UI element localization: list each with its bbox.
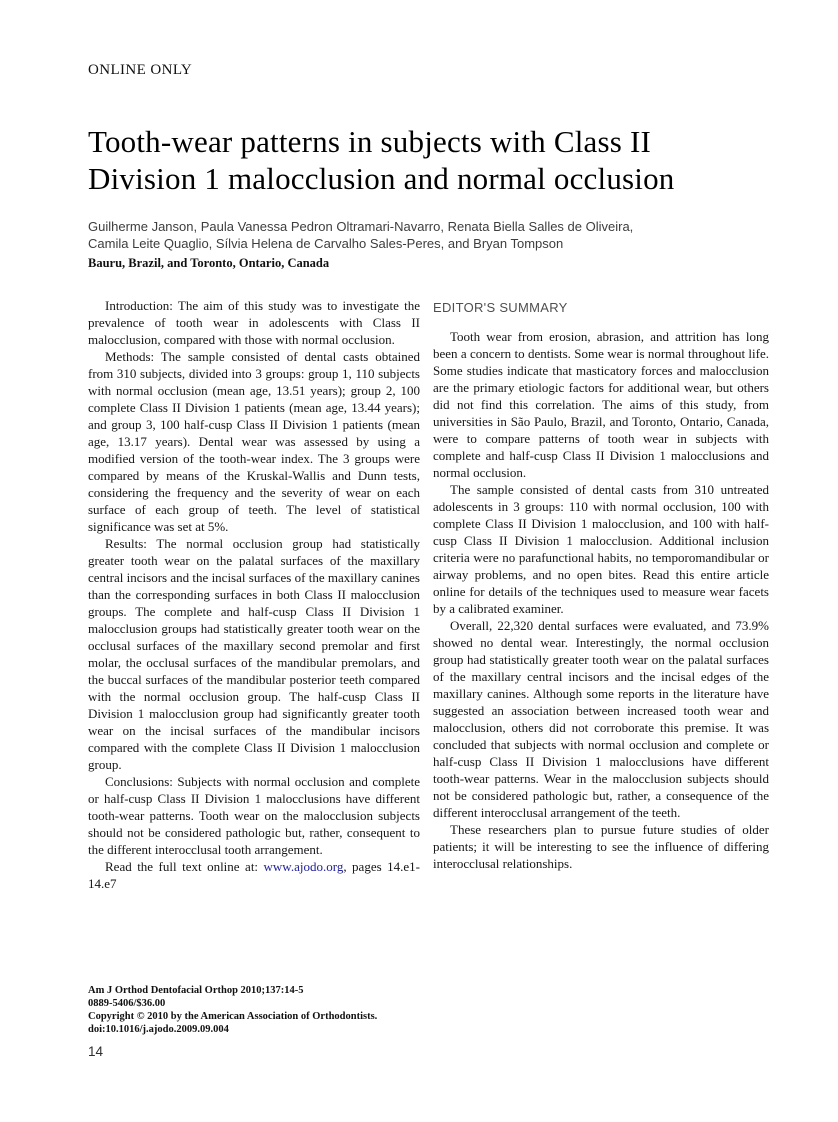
- abstract-paragraph-introduction: Introduction: The aim of this study was to investigate the prevalence of tooth wear in adolescents with Class II malocclusion, compared with those with normal occlusion.: [88, 298, 420, 347]
- read-online-prefix: Read the full text online at:: [105, 859, 264, 874]
- article-title-line: Division 1 malocclusion and normal occlusion: [88, 161, 675, 196]
- journal-issn: 0889-5406/$36.00: [88, 998, 166, 1009]
- article-title: [88, 123, 769, 197]
- author-list: [88, 218, 769, 252]
- two-column-body: [88, 297, 769, 892]
- abstract-paragraph-conclusions: Conclusions: Subjects with normal occlusion and complete or half-cusp Class II Division 1 malocclusions have different tooth-wear patterns. Tooth wear on the malocclusion subjects should not be considered pathologic but, rather, consequent to the different interocclusal tooth arrangement.: [88, 774, 420, 857]
- editor-summary-heading: EDITOR'S SUMMARY: [433, 300, 568, 315]
- editor-summary-column: [433, 297, 769, 892]
- editor-summary-paragraph: The sample consisted of dental casts from 310 untreated adolescents in 3 groups: 110 with normal occlusion, 100 with complete Class II Division 1 malocclusion, and 100 with half-cusp Class II Division 1 malocclusion. Additional inclusion criteria were no parafunctional habits, no temporomandibular or airway problems, and no open bites. Read this entire article online for details of the techniques used to measure wear facets by a calibrated examiner.: [433, 482, 769, 616]
- journal-doi: doi:10.1016/j.ajodo.2009.09.004: [88, 1024, 229, 1035]
- affiliation: Bauru, Brazil, and Toronto, Ontario, Canada: [88, 256, 330, 270]
- abstract-paragraph-methods: Methods: The sample consisted of dental casts obtained from 310 subjects, divided into 3 groups: group 1, 110 subjects with normal occlusion (mean age, 13.51 years); group 2, 100 complete Class II Division 1 patients (mean age, 13.44 years); and group 3, 100 half-cusp Class II Division 1 patients (mean age, 13.17 years). Dental wear was assessed by using a modified version of the tooth-wear index. The 3 groups were compared by means of the Kruskal-Wallis and Dunn tests, considering the frequency and the severity of wear on each surface of each group of teeth. The level of statistical significance was set at 5%.: [88, 349, 420, 534]
- page-content: [88, 62, 769, 892]
- journal-citation: Am J Orthod Dentofacial Orthop 2010;137:14-5: [88, 985, 304, 996]
- editor-summary-paragraph: Overall, 22,320 dental surfaces were evaluated, and 73.9% showed no dental wear. Interestingly, the normal occlusion group had statistically greater tooth wear on the palatal surfaces of the maxillary central incisors and the incisal edges of the maxillary canines. Although some reports in the literature have suggested an association between increased tooth wear and malocclusion, others did not corroborate this premise. It was concluded that subjects with normal occlusion and complete or half-cusp Class II Division 1 malocclusions have different tooth-wear patterns. Wear in the malocclusion subjects should not be considered pathologic but, rather, a consequence of the different interocclusal arrangement of the teeth.: [433, 618, 769, 820]
- section-kicker: ONLINE ONLY: [88, 62, 193, 78]
- page-number: 14: [88, 1044, 104, 1059]
- read-online-suffix: , pages 14.e1-14.e7: [88, 859, 420, 891]
- editor-summary-paragraph: These researchers plan to pursue future studies of older patients; it will be interesting to see the influence of differing interocclusal relationships.: [433, 822, 769, 871]
- abstract-column: [88, 297, 420, 892]
- ajodo-link[interactable]: www.ajodo.org: [263, 859, 344, 874]
- editor-summary-paragraph: Tooth wear from erosion, abrasion, and attrition has long been a concern to dentists. Some wear is normal throughout life. Some studies indicate that masticatory forces and malocclusion are the primary etiologic factors for additional wear, but others did not find this correlation. The aims of this study, from universities in São Paulo, Brazil, and Toronto, Ontario, Canada, were to compare patterns of tooth wear in subjects with complete and half-cusp Class II Division 1 malocclusions and normal occlusion.: [433, 329, 769, 480]
- author-line: Guilherme Janson, Paula Vanessa Pedron Oltramari-Navarro, Renata Biella Salles de Oliveira,: [88, 219, 634, 234]
- abstract-paragraph-results: Results: The normal occlusion group had statistically greater tooth wear on the palatal surfaces of the maxillary central incisors and the incisal surfaces of the maxillary canines than the corresponding surfaces in both Class II malocclusion groups. The complete and half-cusp Class II Division 1 malocclusion groups had statistically greater tooth wear on the occlusal surfaces of the maxillary second premolar and first molar, the occlusal surfaces of the mandibular premolars, and the buccal surfaces of the mandibular posterior teeth compared with the normal occlusion group. The half-cusp Class II Division 1 malocclusion group had significantly greater tooth wear on the incisal surfaces of the mandibular incisors compared with the complete Class II Division 1 malocclusion group.: [88, 536, 420, 772]
- read-online-note: [88, 858, 420, 892]
- journal-citation-block: [88, 984, 448, 1036]
- article-title-line: Tooth-wear patterns in subjects with Class II: [88, 124, 651, 159]
- author-line: Camila Leite Quaglio, Sílvia Helena de Carvalho Sales-Peres, and Bryan Tompson: [88, 236, 564, 251]
- journal-copyright: Copyright © 2010 by the American Association of Orthodontists.: [88, 1011, 378, 1022]
